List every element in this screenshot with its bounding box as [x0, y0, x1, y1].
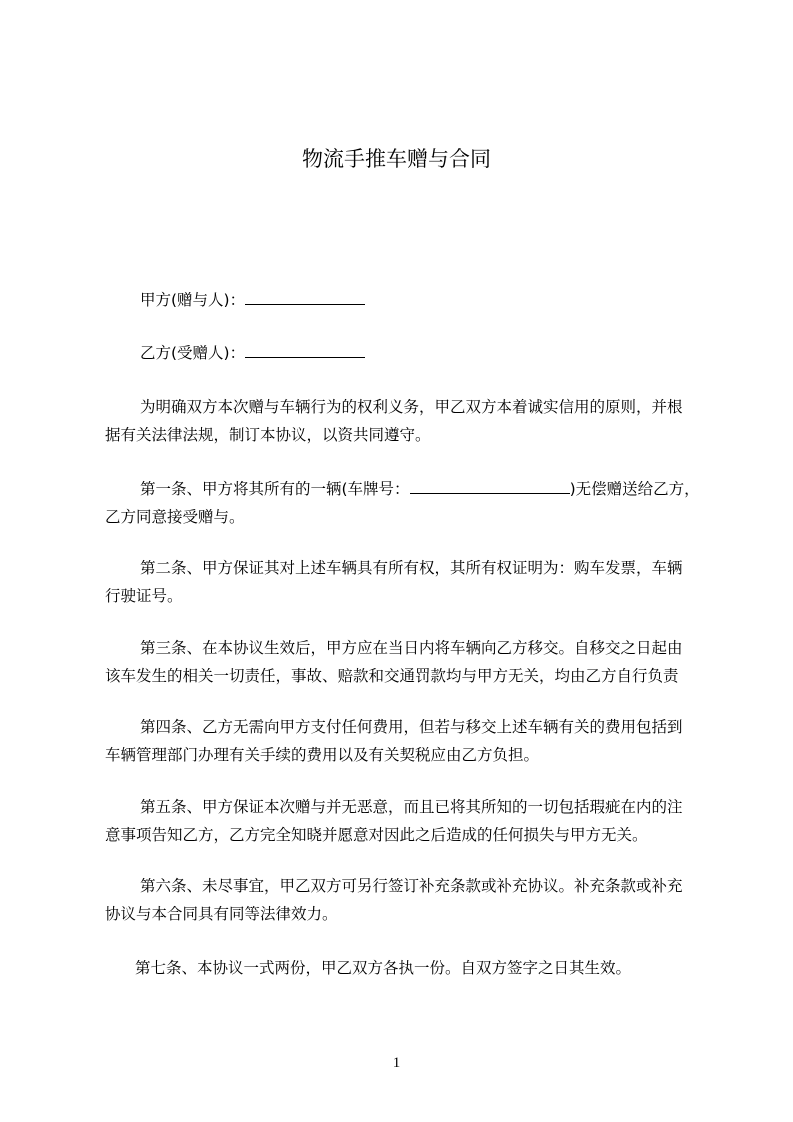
article-6 — [105, 872, 705, 928]
article-1 — [105, 475, 705, 531]
page-number: 1 — [392, 1055, 401, 1071]
text-line: 意事项告知乙方，乙方完全知晓并愿意对因此之后造成的任何损失与甲方无关。 — [105, 826, 648, 844]
text-segment: )无偿赠送给乙方， — [569, 480, 700, 498]
article-3 — [105, 634, 705, 690]
party-a-line — [105, 286, 705, 314]
text-line: 协议与本合同具有同等法律效力。 — [105, 905, 338, 923]
text-line: 第三条、在本协议生效后，甲方应在当日内将车辆向乙方移交。自移交之日起由 — [140, 639, 683, 657]
text-line: 乙方同意接受赠与。 — [105, 508, 245, 526]
text-segment: 第一条、甲方将其所有的一辆(车牌号： — [140, 480, 410, 498]
text-line: 据有关法律法规，制订本协议，以资共同遵守。 — [105, 426, 431, 444]
plate-number-blank — [410, 479, 570, 494]
party-b-line — [105, 339, 705, 367]
text-line: 车辆管理部门办理有关手续的费用以及有关契税应由乙方负担。 — [105, 746, 540, 764]
article-7 — [105, 954, 705, 982]
text-line: 为明确双方本次赠与车辆行为的权利义务，甲乙双方本着诚实信用的原则，并根 — [140, 398, 683, 416]
text-line: 行驶证号。 — [105, 587, 183, 605]
party-b-blank — [245, 343, 365, 358]
article-4 — [105, 713, 705, 769]
text-line: 第四条、乙方无需向甲方支付任何费用，但若与移交上述车辆有关的费用包括到 — [140, 718, 683, 736]
text-line: 第二条、甲方保证其对上述车辆具有所有权，其所有权证明为：购车发票，车辆 — [140, 559, 683, 577]
text-line: 该车发生的相关一切责任，事故、赔款和交通罚款均与甲方无关，均由乙方自行负责 — [105, 667, 679, 685]
article-2 — [105, 554, 705, 610]
article-5 — [105, 793, 705, 849]
document-title: 物流手推车赠与合同 — [302, 147, 491, 171]
preamble — [105, 393, 705, 449]
party-b-label: 乙方(受赠人)： — [140, 344, 246, 362]
text-line: 第五条、甲方保证本次赠与并无恶意，而且已将其所知的一切包括瑕疵在内的注 — [140, 798, 683, 816]
text-line: 第七条、本协议一式两份，甲乙双方各执一份。自双方签字之日其生效。 — [135, 959, 632, 977]
party-a-label: 甲方(赠与人)： — [140, 291, 246, 309]
text-line: 第六条、未尽事宜，甲乙双方可另行签订补充条款或补充协议。补充条款或补充 — [140, 877, 683, 895]
party-a-blank — [245, 290, 365, 305]
